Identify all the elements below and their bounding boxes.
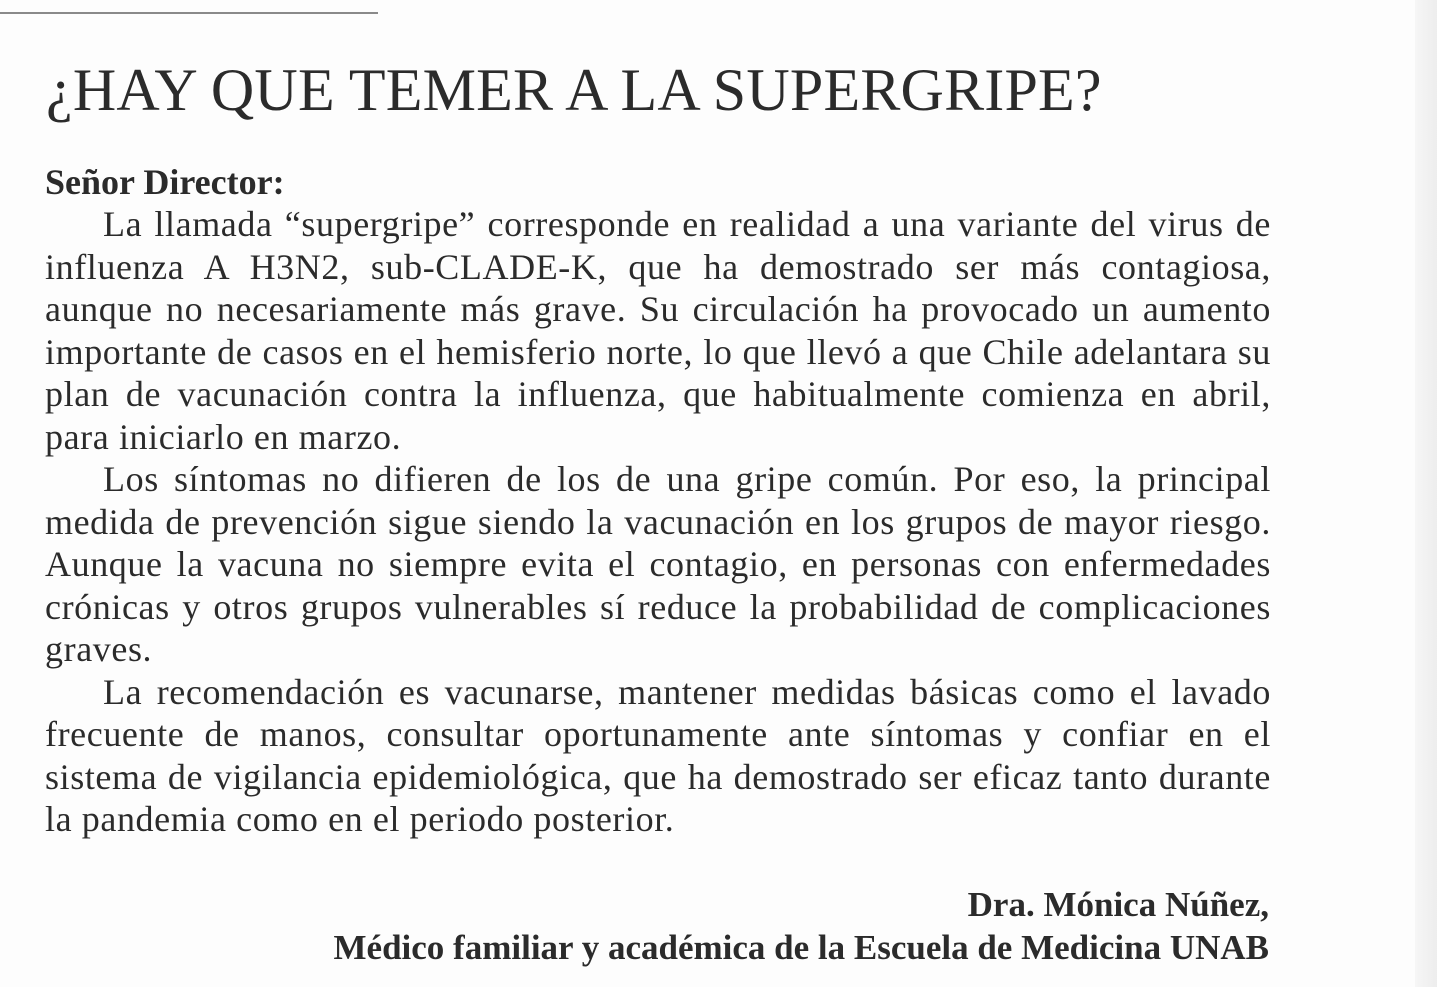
signature-title: Médico familiar y académica de la Escuela de Medicina UNAB (333, 928, 1269, 967)
letter-paragraph-3: La recomendación es vacunarse, mantener medidas básicas como el lavado frecuente de manos, consultar oportunamente ante síntomas y confiar en el sistema de vigilancia epidemiológica, que ha demostrado ser eficaz tanto durante la pandemia como en el periodo posterior. (45, 671, 1271, 839)
letter-paragraph-2: Los síntomas no difieren de los de una gripe común. Por eso, la principal medida de prevención sigue siendo la vacunación en los grupos de mayor riesgo. Aunque la vacuna no siempre evita el contagio, en personas con enfermedades crónicas y otros grupos vulnerables sí reduce la probabilidad de complicaciones graves. (45, 459, 1271, 669)
letter-headline: ¿HAY QUE TEMER A LA SUPERGRIPE? (46, 57, 1102, 123)
signature-name: Dra. Mónica Núñez, (967, 885, 1269, 924)
letter-paragraph-1: La llamada “supergripe” corresponde en realidad a una variante del virus de influenza A H3N2, sub-CLADE-K, que ha demostrado ser más contagiosa, aunque no necesariamente más grave. Su circulación ha provocado un aumento importante de casos en el hemisferio norte, lo que llevó a que Chile adelantara su plan de vacunación contra la influenza, que habitualmente comienza en abril, para iniciarlo en marzo. (45, 204, 1271, 457)
letter-body (45, 203, 1271, 841)
page-edge-shadow (1415, 0, 1437, 987)
letter-salutation: Señor Director: (45, 162, 285, 202)
top-divider-rule (0, 12, 378, 14)
